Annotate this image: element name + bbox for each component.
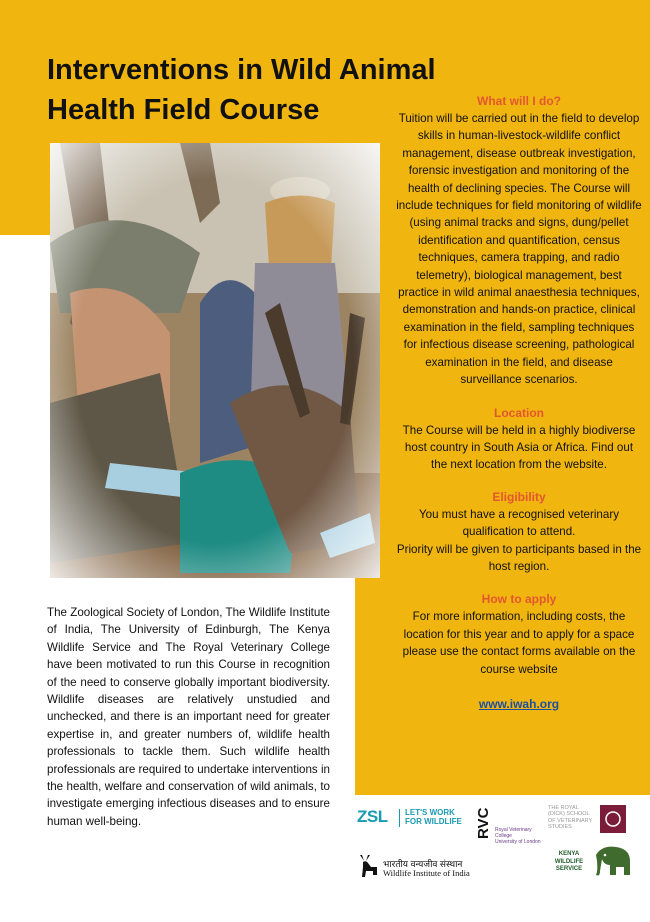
course-website-link[interactable]: www.iwah.org: [478, 696, 560, 711]
info-column: [396, 93, 642, 713]
kws-logo: [550, 845, 645, 885]
eligibility-heading: Eligibility: [492, 489, 546, 504]
intro-paragraph: The Zoological Society of London, The Wildlife Institute of India, The University of Edinburgh, The Kenya Wildlife Service and The Royal Veterinary College have been motivated to run this Course in recognition of the need to conserve globally important biodiversity. Wildlife diseases are relatively unstudied and unchecked, and there is an important need for greater expertise in, and greater numbers of, wildlife health professionals to tackle them. Such wildlife health professionals are required to undertake interventions in the health, welfare and conservation of wild animals, to investigate emerging infectious diseases and to ensure human well-being.: [47, 606, 330, 828]
what-heading: What will I do?: [477, 94, 561, 108]
kws-line-3: SERVICE: [555, 866, 583, 872]
dick-school-logo: [548, 805, 628, 835]
dick-line-3: OF VETERINARY: [548, 817, 593, 824]
rvc-logo: [475, 803, 545, 855]
dick-line-1: THE ROYAL: [548, 805, 579, 811]
zsl-tagline: [405, 808, 462, 826]
eligibility-body: You must have a recognised veterinary qualification to attend.: [418, 507, 619, 539]
rvc-tagline: [495, 827, 543, 845]
wii-hindi-name: भारतीय वन्यजीव संस्थान: [383, 859, 463, 869]
deer-emblem-icon: [357, 853, 379, 879]
apply-body: For more information, including costs, the location for this year and to apply for a space please use the contact forms available on the course website: [402, 610, 636, 676]
crest-icon: [600, 805, 626, 833]
dick-line-4: STUDIES: [548, 824, 572, 831]
dick-school-name: [548, 805, 598, 831]
zsl-logo: [357, 807, 469, 829]
apply-heading: How to apply: [481, 592, 557, 607]
section-eligibility: [396, 489, 642, 576]
field-photo-illustration: [50, 143, 380, 578]
rvc-tagline-2: University of London: [495, 839, 541, 845]
section-what: [396, 93, 642, 389]
zsl-mark: ZSL: [357, 807, 388, 826]
wii-english-name: Wildlife Institute of India: [383, 868, 470, 878]
elephant-icon: [588, 845, 634, 879]
location-body: The Course will be held in a highly biodiverse host country in South Asia or Africa. Find out the next location from the website.: [402, 423, 636, 472]
title-line-1: Interventions in Wild Animal: [47, 54, 436, 86]
section-apply: [396, 591, 642, 713]
dick-line-2: (DICK) SCHOOL: [548, 811, 590, 818]
kws-line-1: KENYA: [558, 851, 580, 857]
rvc-mark: RVC: [475, 807, 492, 839]
kws-line-2: WILDLIFE: [554, 858, 584, 865]
rvc-tagline-1: Royal Veterinary College: [495, 827, 532, 839]
title-line-2: Health Field Course: [47, 94, 320, 126]
kws-name: [550, 851, 588, 874]
priority-note: Priority will be given to participants based in the host region.: [396, 542, 642, 573]
location-heading: Location: [494, 405, 544, 420]
field-photo: [50, 143, 380, 578]
section-location: [396, 405, 642, 474]
what-body: Tuition will be carried out in the field to develop skills in human-livestock-wildlife conflict management, disease outbreak investigation, forensic investigation and monitoring of the health of declining species. The Course will include techniques for field monitoring of wildlife (using animal tracks and signs, dung/pellet identification and quantification, census techniques, camera trapping, and radio telemetry), biological management, best practice in wild animal anaesthesia techniques, demonstration and hands-on practice, clinical examination in the field, sampling techniques for infectious disease screening, pathological examination in the field, and disease surveillance scenarios.: [396, 112, 642, 387]
zsl-divider: [399, 809, 400, 827]
zsl-tagline-2: FOR WILDLIFE: [405, 817, 462, 826]
partner-logos: [355, 795, 650, 922]
zsl-tagline-1: LET'S WORK: [405, 808, 455, 817]
wii-logo: [357, 853, 507, 887]
